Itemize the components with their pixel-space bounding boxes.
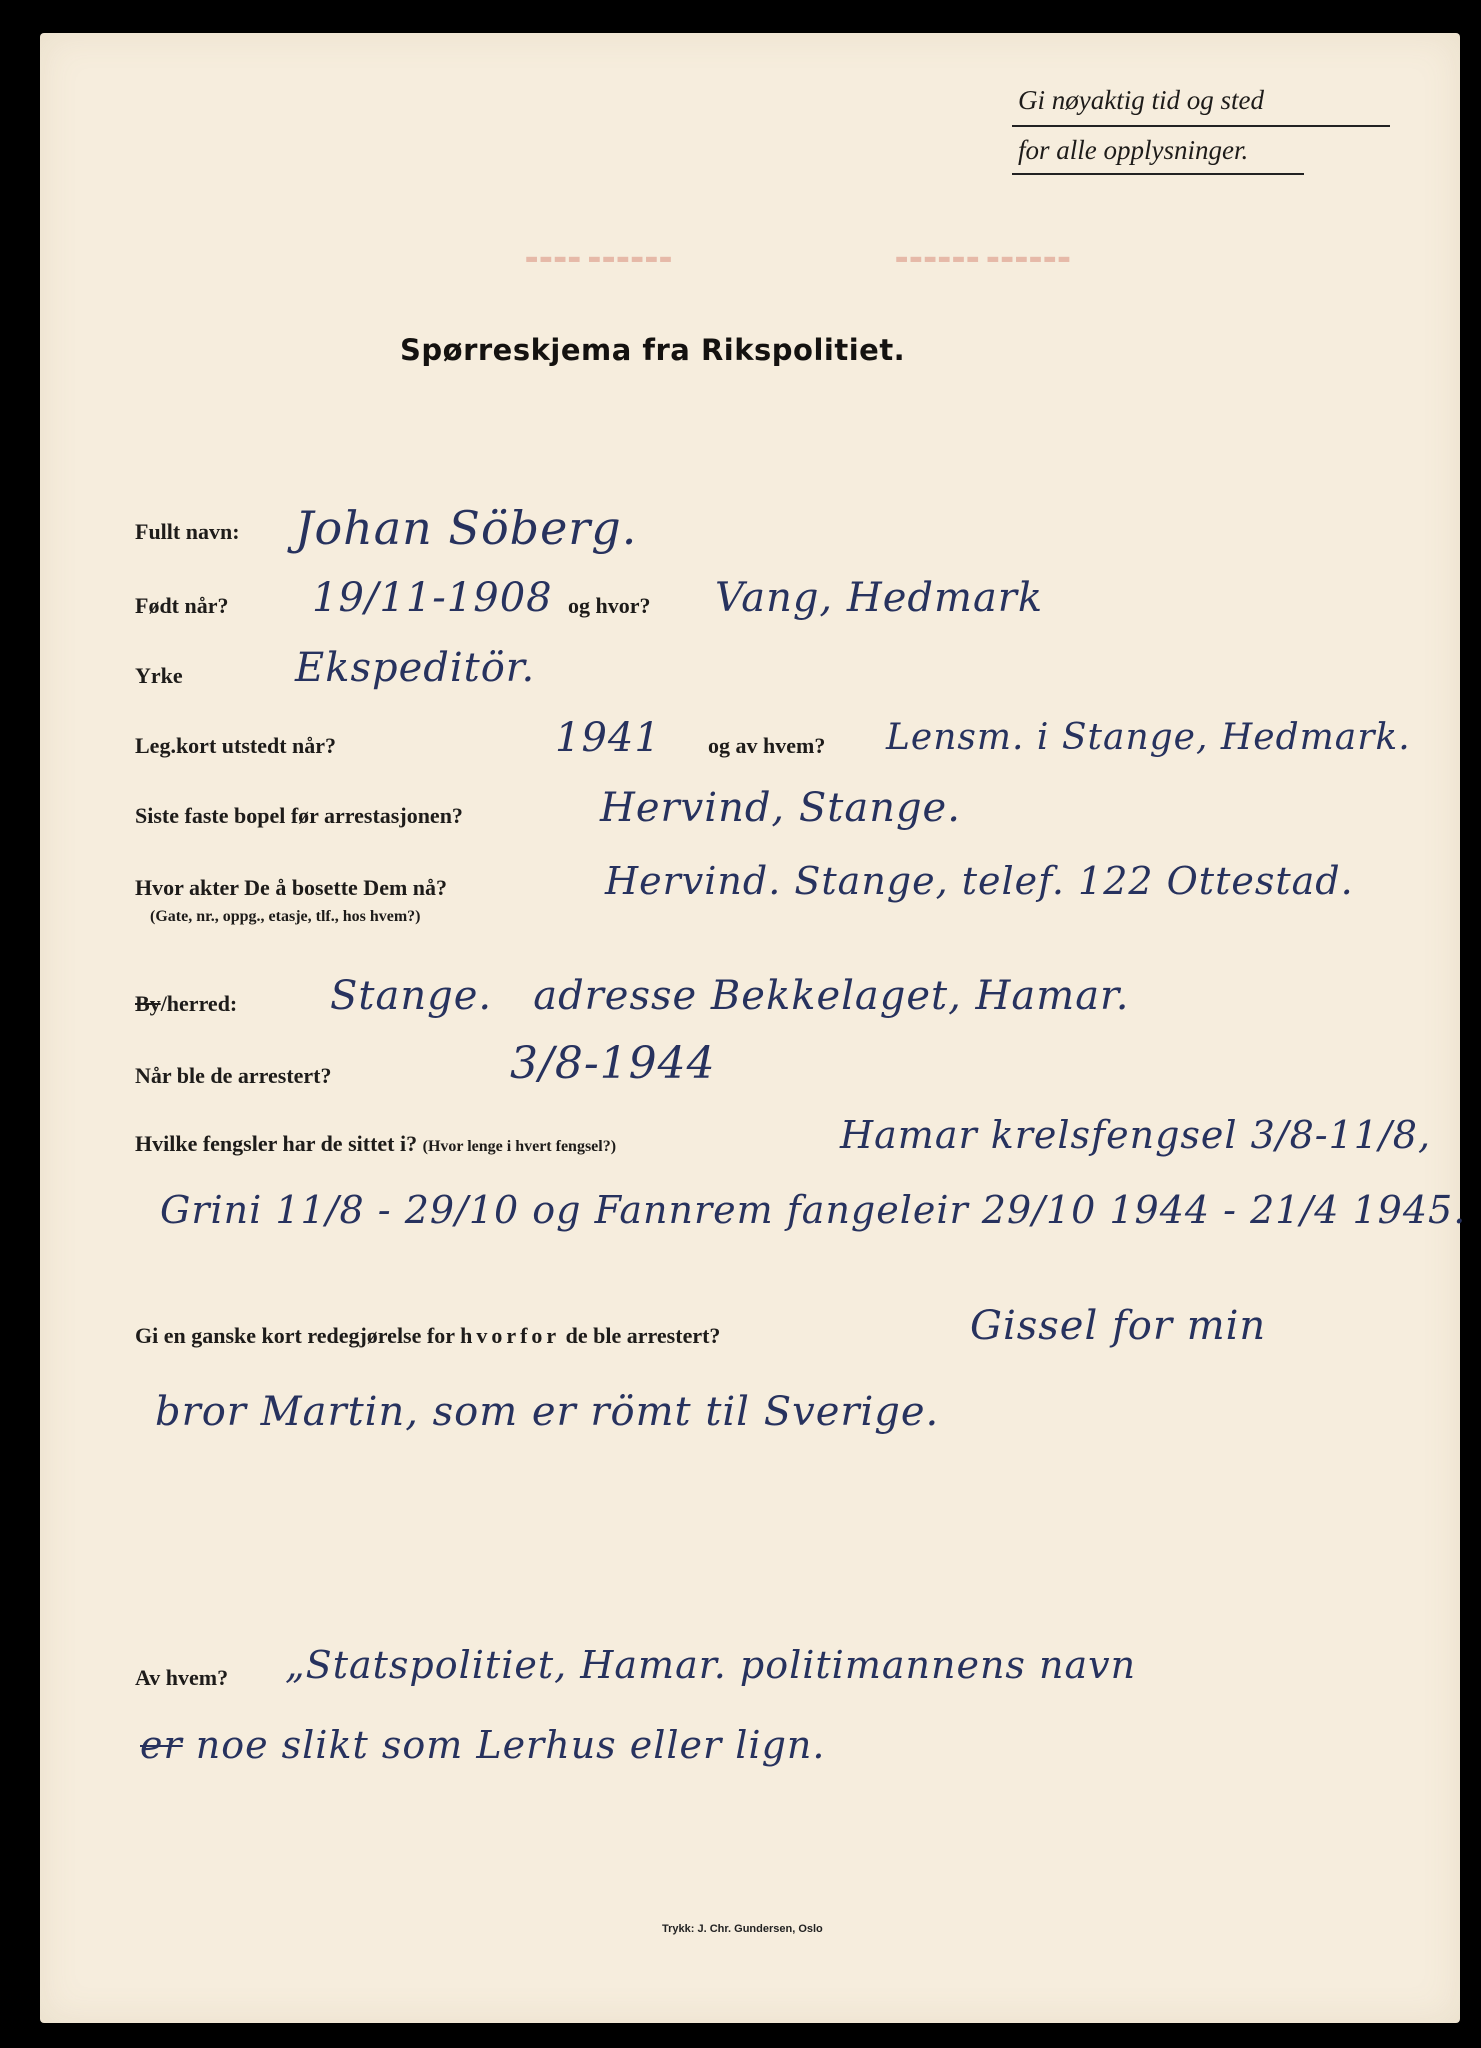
by-whom-value-rest: noe slikt som Lerhus eller lign. — [182, 1723, 826, 1767]
prisons-label-main: Hvilke fengsler har de sittet i? — [135, 1131, 418, 1156]
legkort-year-value: 1941 — [555, 715, 661, 761]
herred-value: Stange. adresse Bekkelaget, Hamar. — [330, 973, 1130, 1019]
prisons-label — [135, 1131, 616, 1157]
faint-stamp-left: ▬▬▬▬ ▬▬▬▬▬▬ — [525, 251, 674, 267]
prisons-sublabel: (Hvor lenge i hvert fengsel?) — [422, 1138, 617, 1155]
born-label: Født når? — [135, 593, 229, 618]
name-label: Fullt navn: — [135, 519, 240, 544]
by-whom-value-line2 — [140, 1723, 825, 1767]
reason-label-a: Gi en ganske kort redegjørelse for — [135, 1323, 455, 1348]
prisons-value-line2: Grini 11/8 - 29/10 og Fannrem fangeleir 29/10 1944 - 21/4 1945. — [160, 1188, 1467, 1232]
prisons-value-line1: Hamar krelsfengsel 3/8-11/8, — [840, 1113, 1432, 1157]
by-whom-label: Av hvem? — [135, 1665, 229, 1690]
reason-label-b: hvorfor — [460, 1323, 561, 1348]
herred-label — [135, 991, 237, 1017]
by-whom-value-struck: er — [140, 1723, 183, 1767]
corner-note-line2: for alle opplysninger. — [1018, 135, 1249, 165]
printer-credit: Trykk: J. Chr. Gundersen, Oslo — [662, 1923, 823, 1935]
born-place-label: og hvor? — [568, 593, 651, 618]
settle-value: Hervind. Stange, telef. 122 Ottestad. — [605, 859, 1354, 903]
settle-sublabel: (Gate, nr., oppg., etasje, tlf., hos hvem?) — [150, 908, 421, 925]
reason-value-line1: Gissel for min — [970, 1303, 1267, 1349]
arrested-value: 3/8-1944 — [510, 1038, 716, 1089]
last-address-label: Siste faste bopel før arrestasjonen? — [135, 803, 463, 828]
legkort-by-value: Lensm. i Stange, Hedmark. — [886, 717, 1411, 758]
arrested-label: Når ble de arrestert? — [135, 1063, 332, 1088]
job-label: Yrke — [135, 663, 183, 688]
corner-note-rule2 — [1012, 173, 1304, 175]
born-place-value: Vang, Hedmark — [715, 575, 1044, 621]
herred-label-struck: By — [135, 991, 161, 1016]
by-whom-value-line1: „Statspolitiet, Hamar. politimannens navn — [285, 1643, 1137, 1687]
legkort-label: Leg.kort utstedt når? — [135, 733, 337, 758]
legkort-by-label: og av hvem? — [708, 733, 826, 758]
born-date-value: 19/11-1908 — [312, 575, 553, 621]
last-address-value: Hervind, Stange. — [600, 785, 961, 831]
faint-stamp-right: ▬▬▬▬▬▬ ▬▬▬▬▬▬ — [895, 251, 1072, 267]
reason-value-line2: bror Martin, som er römt til Sverige. — [155, 1389, 940, 1435]
corner-note-rule1 — [1012, 125, 1390, 127]
herred-label-rest: /herred: — [160, 991, 238, 1016]
corner-note-line1: Gi nøyaktig tid og sted — [1018, 85, 1264, 115]
reason-label-c: de ble arrestert? — [565, 1323, 721, 1348]
form-page — [40, 33, 1467, 2023]
form-title: Spørreskjema fra Rikspolitiet. — [400, 333, 906, 367]
name-value: Johan Söberg. — [295, 501, 638, 555]
settle-label: Hvor akter De å bosette Dem nå? — [135, 875, 448, 900]
job-value: Ekspeditör. — [295, 645, 536, 691]
reason-label — [135, 1323, 720, 1349]
